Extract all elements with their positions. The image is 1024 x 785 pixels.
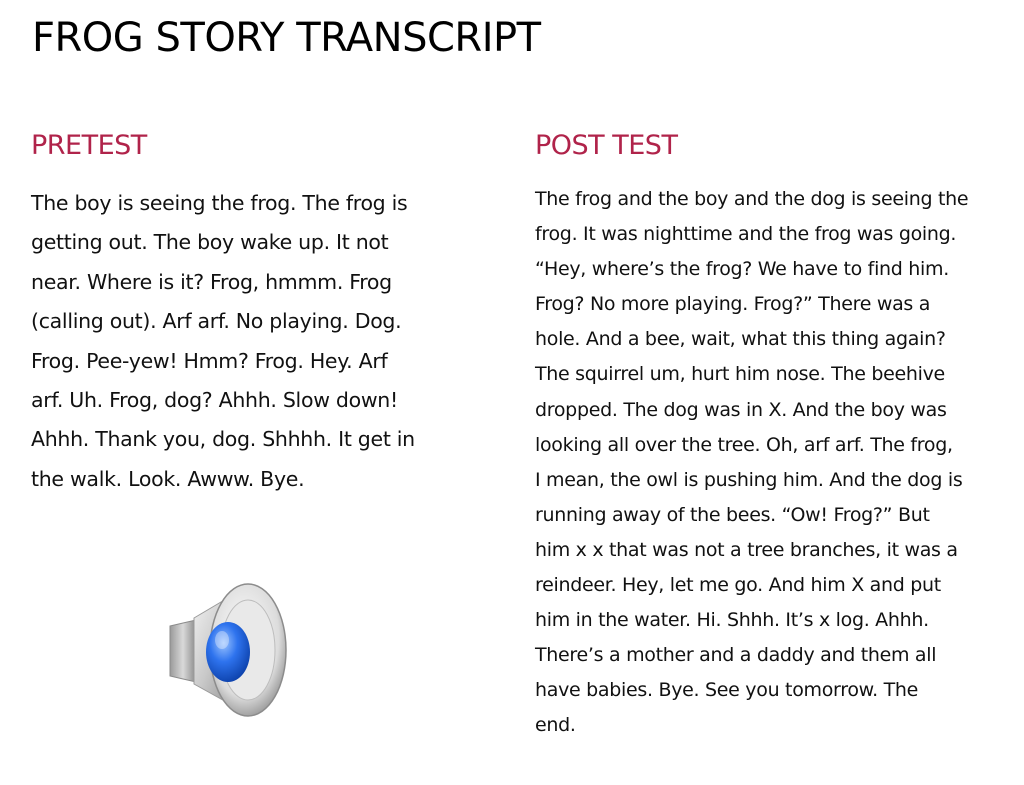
- slide-title: FROG STORY TRANSCRIPT: [32, 15, 541, 61]
- speaker-icon: [160, 578, 294, 722]
- posttest-transcript: The frog and the boy and the dog is seeing the frog. It was nighttime and the frog was going. “Hey, where’s the frog? We have to find him. Frog? No more playing. Frog?” There was a hole. And a bee, wait, what this thing again? The squirrel um, hurt him nose. The beehive dropped. The dog was in X. And the boy was looking all over the tree. Oh, arf arf. The frog, I mean, the owl is pushing him. And the dog is running away of the bees. “Ow! Frog?” But him x x that was not a tree branches, it was a reindeer. Hey, let me go. And him X and put him in the water. Hi. Shhh. It’s x log. Ahhh. There’s a mother and a daddy and them all have babies. Bye. See you tomorrow. The end.: [535, 188, 969, 737]
- posttest-section: [535, 126, 1015, 744]
- pretest-section: [31, 126, 501, 499]
- pretest-transcript: The boy is seeing the frog. The frog is getting out. The boy wake up. It not near. Where is it? Frog, hmmm. Frog (calling out). Arf arf. No playing. Dog. Frog. Pee-yew! Hmm? Frog. Hey. Arf arf. Uh. Frog, dog? Ahhh. Slow down! Ahhh. Thank you, dog. Shhhh. It get in the walk. Look. Awww. Bye.: [31, 191, 415, 491]
- audio-speaker-button[interactable]: [160, 578, 294, 722]
- posttest-heading: POST TEST: [535, 130, 678, 161]
- pretest-heading: PRETEST: [31, 130, 147, 161]
